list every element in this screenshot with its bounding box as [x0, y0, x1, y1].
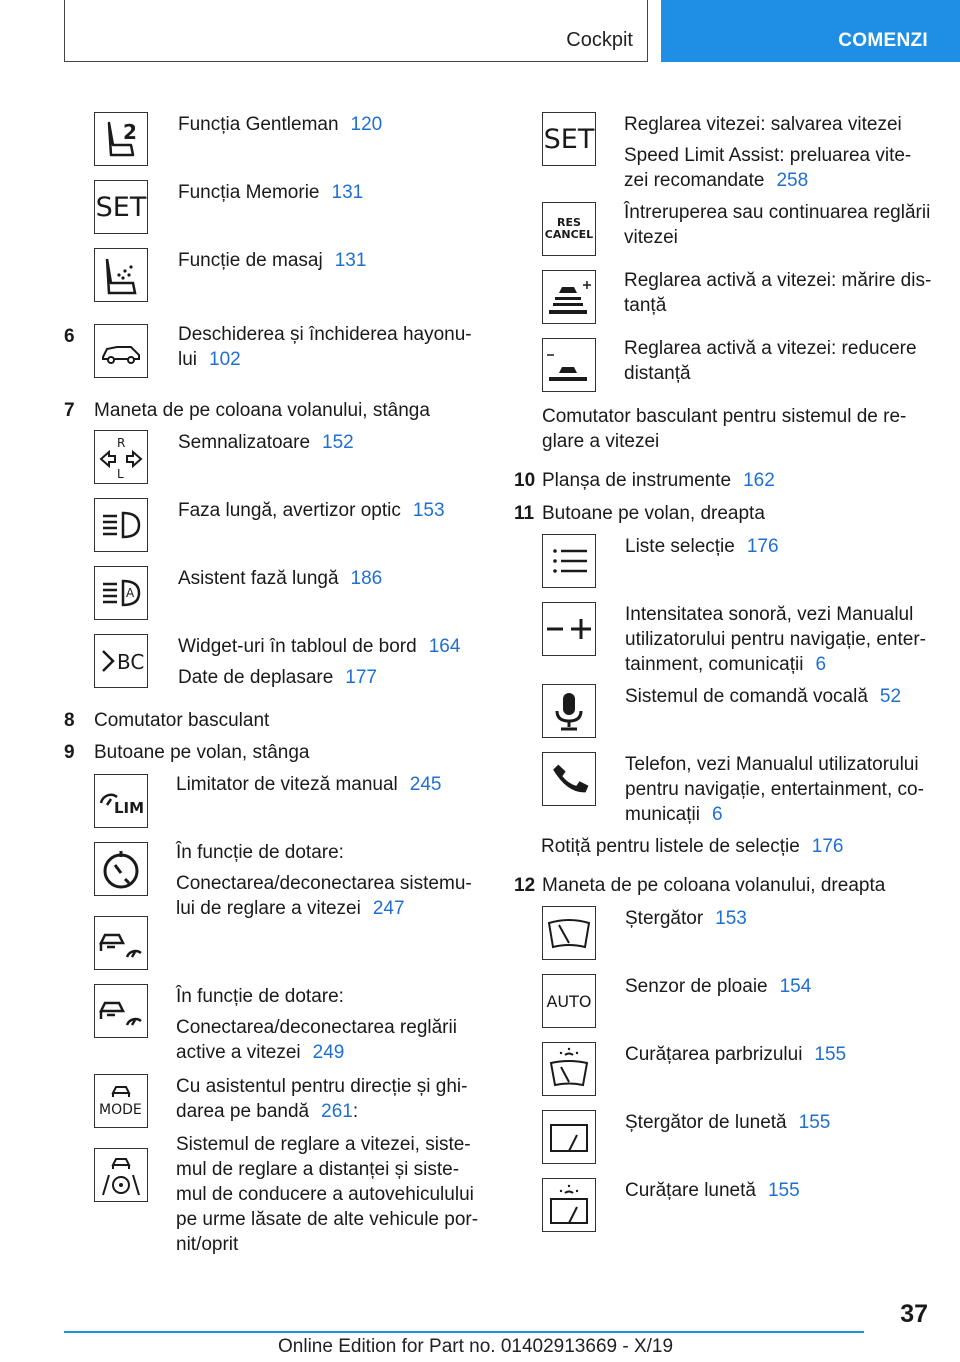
voice-control-entry: Sistemul de comandă vocală 52 [625, 686, 902, 707]
set-memory-icon: SET [94, 180, 148, 234]
thumbwheel-entry: Rotiță pentru listele de selecție 176 [541, 836, 844, 857]
volume-entry: Intensitatea sonoră, vezi Manualul utilizatorului pentru navigație, enter- tainment, comunicații 6 [625, 604, 927, 675]
volume-icon [542, 602, 596, 656]
footer-edition: Online Edition for Part no. 01402913669 - X/19 [278, 1336, 674, 1357]
page-ref[interactable]: 152 [322, 432, 354, 453]
cruise-rocker-entry: Comutator basculant pentru sistemul de re- glare a vitezei [542, 406, 907, 452]
equipment-cruise-entry: În funcție de dotare: Conectarea/deconectarea sistemu- lui de reglare a vitezei 247 [176, 842, 472, 919]
page-ref[interactable]: 131 [334, 250, 367, 271]
rear-washer-icon [542, 1178, 596, 1232]
wiper-entry: Ștergător 153 [625, 908, 747, 929]
phone-icon [542, 752, 596, 806]
page-ref[interactable]: 261 [321, 1101, 353, 1122]
high-beam-assist-entry: Asistent fază lungă 186 [178, 568, 383, 589]
turn-signal-icon [94, 430, 148, 484]
windshield-washer-icon [542, 1042, 596, 1096]
massage-seat-icon [94, 248, 148, 302]
distance-increase-entry: Reglarea activă a vitezei: mărire dis- tanță [624, 270, 932, 316]
page-number: 37 [900, 1300, 928, 1328]
phone-entry: Telefon, vezi Manualul utilizatorului pentru navigație, entertainment, co- municații 6 [625, 754, 924, 825]
memory-entry: Funcția Memorie 131 [178, 182, 364, 203]
windshield-washer-entry: Curățarea parbrizului 155 [625, 1044, 847, 1065]
speed-limiter-icon [94, 774, 148, 828]
wiper-icon [542, 906, 596, 960]
right-stalk-heading: Maneta de pe coloana volanului, dreapta [542, 875, 886, 896]
widgets-entry: Widget-uri în tabloul de bord 164 Date de deplasare 177 [178, 636, 461, 688]
page-ref[interactable]: 155 [814, 1044, 847, 1065]
set-speed-icon: SET [542, 112, 596, 166]
active-cruise-icon [94, 984, 148, 1038]
distance-decrease-icon [542, 338, 596, 392]
speed-limiter-entry: Limitator de viteză manual 245 [176, 774, 442, 795]
svg-text:BC: BC [117, 650, 145, 674]
header-section: Cockpit [566, 29, 633, 51]
item-number-8: 8 [64, 710, 75, 731]
high-beam-entry: Faza lungă, avertizor optic 153 [178, 500, 445, 521]
cruise-control-icon [94, 842, 148, 896]
header-section-box [64, 0, 648, 62]
page-ref[interactable]: 52 [879, 686, 902, 707]
page-ref[interactable]: 153 [715, 908, 747, 929]
rear-wiper-icon [542, 1110, 596, 1164]
left-stalk-heading: Maneta de pe coloana volanului, stânga [94, 400, 430, 421]
distance-decrease-entry: Reglarea activă a vitezei: reducere distanță [624, 338, 917, 384]
rear-wiper-entry: Ștergător de lunetă 155 [625, 1112, 831, 1133]
item-number-9: 9 [64, 742, 75, 763]
selection-list-icon [542, 534, 596, 588]
page-ref[interactable]: 176 [811, 836, 844, 857]
footer-divider [64, 1331, 864, 1333]
page-ref[interactable]: 120 [350, 114, 383, 135]
item-number-10: 10 [514, 470, 536, 491]
page-ref[interactable]: 154 [779, 976, 812, 997]
page-ref[interactable]: 6 [711, 804, 723, 825]
distance-increase-icon [542, 270, 596, 324]
high-beam-assist-icon [94, 566, 148, 620]
svg-text:MODE: MODE [99, 1102, 142, 1118]
high-beam-icon [94, 498, 148, 552]
mode-icon [94, 1074, 148, 1128]
set-speed-entry: Reglarea vitezei: salvarea vitezei Speed Limit Assist: preluarea vite- zei recomandate 258 [624, 114, 912, 191]
res-cancel-entry: Întreruperea sau continuarea reglării vitezei [624, 202, 931, 248]
bc-trip-icon [94, 634, 148, 688]
microphone-icon [542, 684, 596, 738]
svg-text:LIM: LIM [114, 799, 145, 817]
right-wheel-buttons-heading: Butoane pe volan, dreapta [542, 503, 765, 524]
rain-sensor-entry: Senzor de ploaie 154 [625, 976, 812, 997]
page-ref[interactable]: 249 [312, 1042, 345, 1063]
lane-assist-entry: Cu asistentul pentru direcție și ghi- darea pe bandă 261: [176, 1076, 468, 1122]
page-ref[interactable]: 155 [798, 1112, 831, 1133]
page-ref[interactable]: 176 [746, 536, 779, 557]
page-ref[interactable]: 162 [743, 470, 775, 491]
steering-assist-icon [94, 1148, 148, 1202]
page-ref[interactable]: 164 [428, 636, 461, 657]
item-number-6: 6 [64, 326, 75, 347]
page-ref[interactable]: 177 [345, 667, 377, 688]
page-ref[interactable]: 102 [209, 349, 241, 370]
page-ref[interactable]: 186 [350, 568, 383, 589]
res-cancel-icon: RES CANCEL [542, 202, 596, 256]
tailgate-entry: Deschiderea și închiderea hayonu- lui 102 [178, 324, 472, 370]
gentleman-seat-icon [94, 112, 148, 166]
svg-text:2: 2 [123, 120, 137, 144]
cruise-car-icon [94, 916, 148, 970]
rocker-switch-heading: Comutator basculant [94, 710, 270, 731]
equipment-active-cruise-entry: În funcție de dotare: Conectarea/deconectarea reglării active a vitezei 249 [176, 986, 457, 1063]
instrument-cluster-entry: Planșa de instrumente 162 [542, 470, 775, 491]
header-chapter-box [661, 0, 960, 62]
rain-sensor-icon: AUTO [542, 974, 596, 1028]
gentleman-entry: Funcția Gentleman 120 [178, 114, 383, 135]
header-chapter: COMENZI [838, 30, 928, 51]
page-ref[interactable]: 131 [331, 182, 364, 203]
selection-list-entry: Liste selecție 176 [625, 536, 779, 557]
page-ref[interactable]: 153 [412, 500, 445, 521]
left-wheel-buttons-heading: Butoane pe volan, stânga [94, 742, 310, 763]
page-ref[interactable]: 258 [776, 170, 809, 191]
page-ref[interactable]: 247 [372, 898, 405, 919]
rear-washer-entry: Curățare lunetă 155 [625, 1180, 800, 1201]
svg-text:L: L [117, 467, 124, 481]
page-ref[interactable]: 6 [815, 654, 827, 675]
page-ref[interactable]: 245 [409, 774, 442, 795]
svg-text:A: A [126, 586, 135, 600]
massage-entry: Funcție de masaj 131 [178, 250, 367, 271]
item-number-7: 7 [64, 400, 75, 421]
tailgate-car-icon [94, 324, 148, 378]
turn-signal-entry: Semnalizatoare 152 [178, 432, 354, 453]
item-number-12: 12 [514, 875, 536, 896]
driving-assist-system-entry: Sistemul de reglare a vitezei, siste- mul de reglare a distanței și siste- mul de conducere a autovehiculului pe urme lăsate de alte vehicule por- nit/oprit [176, 1134, 479, 1255]
page-ref[interactable]: 155 [767, 1180, 800, 1201]
item-number-11: 11 [514, 503, 535, 524]
svg-text:R: R [117, 436, 126, 450]
